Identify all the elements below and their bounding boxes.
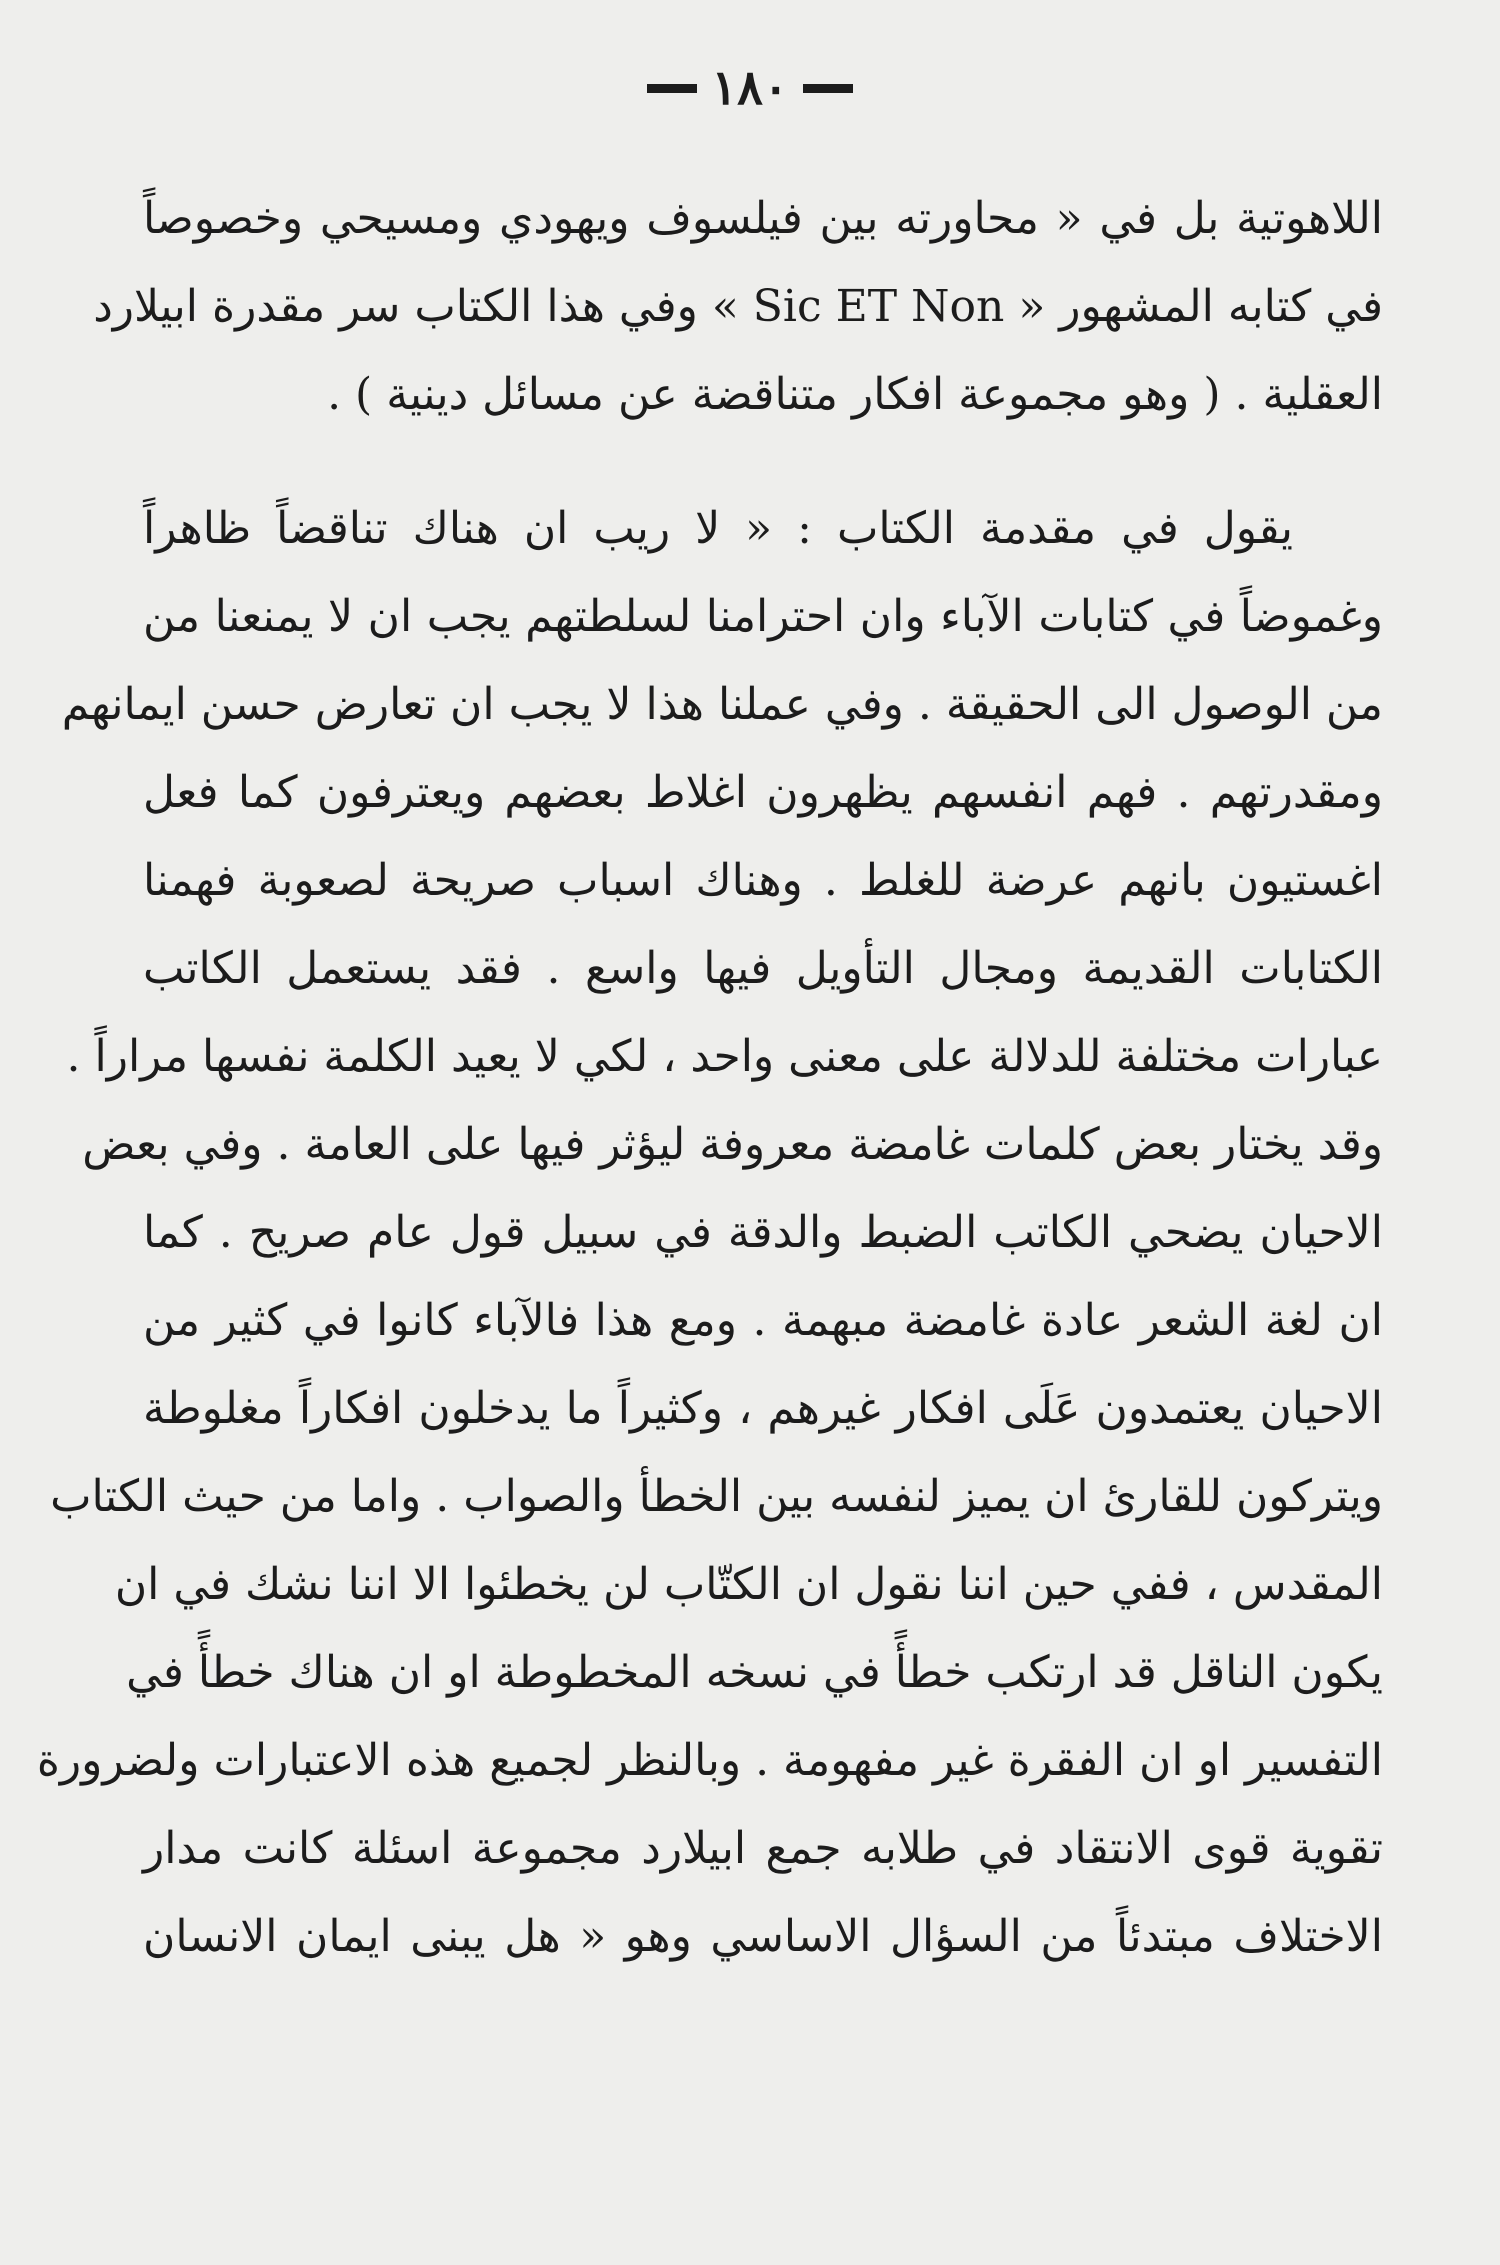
paragraph-1 [93,175,1383,439]
text-line: الكتابات القديمة ومجال التأويل فيها واسع . فقد يستعمل الكاتب [143,943,1383,994]
text-line: يقول في مقدمة الكتاب : « لا ريب ان هناك تناقضاً ظاهراً [143,503,1293,554]
header-dash-right [803,84,853,93]
text-line: ويتركون للقارئ ان يميز لنفسه بين الخطأ والصواب . واما من حيث الكتاب [50,1471,1383,1522]
text-line: ان لغة الشعر عادة غامضة مبهمة . ومع هذا فالآباء كانوا في كثير من [143,1295,1383,1346]
header-dash-left [647,84,697,93]
text-line: يكون الناقل قد ارتكب خطأً في نسخه المخطوطة او ان هناك خطأً في [126,1647,1383,1698]
text-line: العقلية . ( وهو مجموعة افكار متناقضة عن مسائل دينية ) . [327,369,1383,420]
text-line: الاختلاف مبتدئاً من السؤال الاساسي وهو « هل يبنى ايمان الانسان [143,1911,1383,1962]
text-line: تقوية قوى الانتقاد في طلابه جمع ابيلارد مجموعة اسئلة كانت مدار [143,1823,1383,1874]
text-line: اغستيون بانهم عرضة للغلط . وهناك اسباب صريحة لصعوبة فهمنا [143,855,1383,906]
paragraph-2 [36,485,1383,1981]
text-line: المقدس ، ففي حين اننا نقول ان الكتّاب لن يخطئوا الا اننا نشك في ان [114,1559,1383,1610]
text-line: من الوصول الى الحقيقة . وفي عملنا هذا لا يجب ان تعارض حسن ايمانهم [61,679,1383,730]
text-line: عبارات مختلفة للدلالة على معنى واحد ، لكي لا يعيد الكلمة نفسها مراراً . [66,1031,1383,1082]
text-line: وغموضاً في كتابات الآباء وان احترامنا لسلطتهم يجب ان لا يمنعنا من [143,591,1383,642]
paragraph-gap [143,439,1383,485]
page-header [0,58,1500,118]
text-line: الاحيان يعتمدون عَلَى افكار غيرهم ، وكثيراً ما يدخلون افكاراً مغلوطة [143,1383,1383,1434]
text-line: التفسير او ان الفقرة غير مفهومة . وبالنظر لجميع هذه الاعتبارات ولضرورة [36,1735,1383,1786]
text-line: الاحيان يضحي الكاتب الضبط والدقة في سبيل قول عام صريح . كما [143,1207,1383,1258]
body-text [36,175,1383,1981]
page-number: ١٨٠ [711,60,789,116]
text-line: وقد يختار بعض كلمات غامضة معروفة ليؤثر فيها على العامة . وفي بعض [82,1119,1383,1170]
text-line: في كتابه المشهور « Sic ET Non » وفي هذا الكتاب سر مقدرة ابيلارد [93,281,1383,332]
text-line: اللاهوتية بل في « محاورته بين فيلسوف ويهودي ومسيحي وخصوصاً [143,193,1383,244]
text-line: ومقدرتهم . فهم انفسهم يظهرون اغلاط بعضهم ويعترفون كما فعل [143,767,1383,818]
